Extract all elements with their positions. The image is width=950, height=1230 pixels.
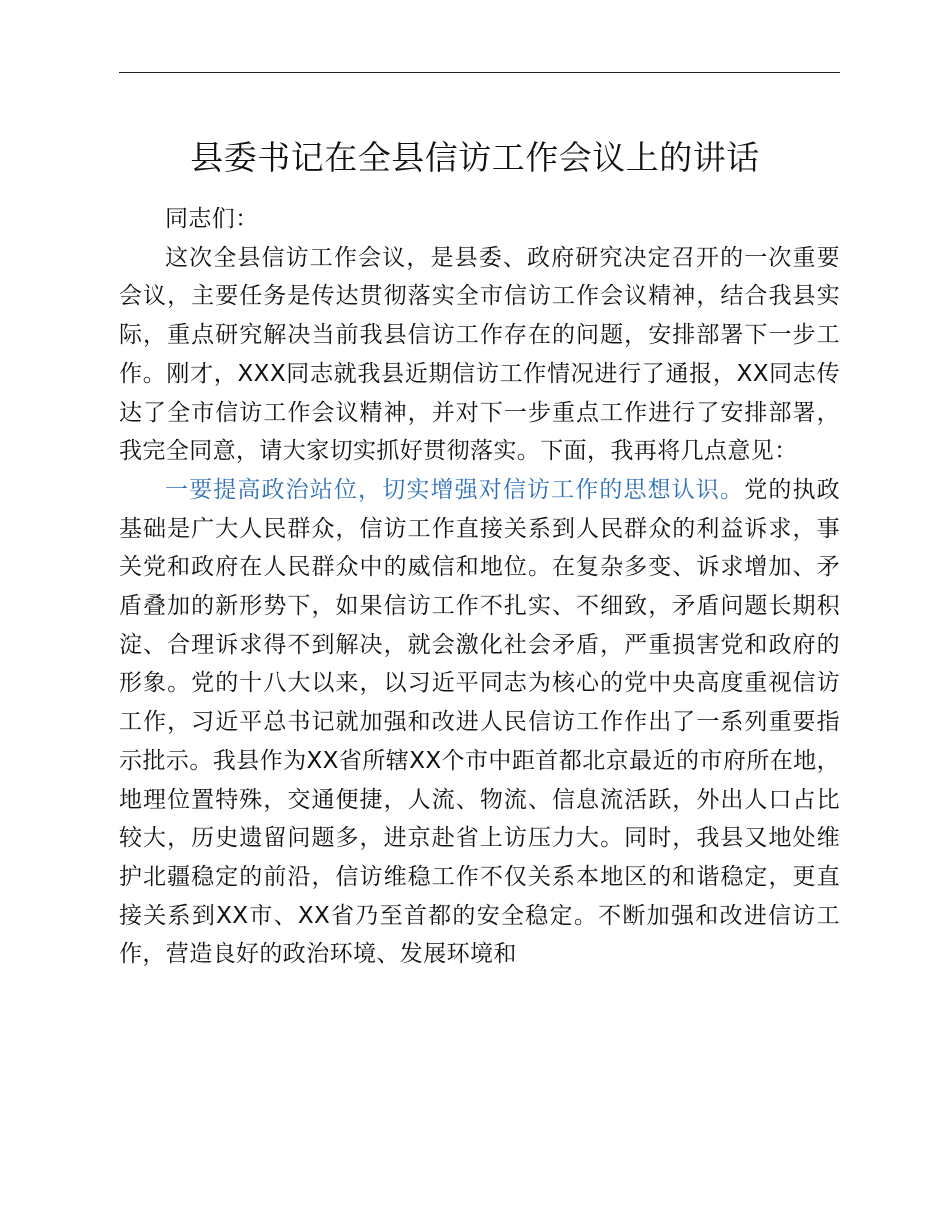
paragraph-intro — [119, 239, 840, 471]
paragraph-text: 这次全县信访工作会议，是县委、政府研究决定召开的一次重要会议，主要任务是传达贯彻落实全市信访工作会议精神，结合我县实际，重点研究解决当前我县信访工作存在的问题，安排部署下一步工作。刚才，XXX同志就我县近期信访工作情况进行了通报，XX同志传达了全市信访工作会议精神，并对下一步重点工作进行了安排部署，我完全同意，请大家切实抓好贯彻落实。下面，我再将几点意见： — [119, 244, 840, 465]
salutation: 同志们： — [165, 206, 259, 232]
document-body — [119, 200, 840, 974]
paragraph-text: 党的执政基础是广大人民群众，信访工作直接关系到人民群众的利益诉求，事关党和政府在人民群众中的威信和地位。在复杂多变、诉求增加、矛盾叠加的新形势下，如果信访工作不扎实、不细致，矛盾问题长期积淀、合理诉求得不到解决，就会激化社会矛盾，严重损害党和政府的形象。党的十八大以来，以习近平同志为核心的党中央高度重视信访工作，习近平总书记就加强和改进人民信访工作作出了一系列重要指示批示。我县作为XX省所辖XX个市中距首都北京最近的市府所在地，地理位置特殊，交通便捷，人流、物流、信息流活跃，外出人口占比较大，历史遗留问题多，进京赴省上访压力大。同时，我县又地处维护北疆稳定的前沿，信访维稳工作不仅关系本地区的和谐稳定，更直接关系到XX市、XX省乃至首都的安全稳定。不断加强和改进信访工作，营造良好的政治环境、发展环境和 — [119, 476, 840, 968]
paragraph-section-1 — [119, 471, 840, 974]
page-title: 县委书记在全县信访工作会议上的讲话 — [190, 138, 760, 177]
section-heading: 一要提高政治站位，切实增强对信访工作的思想认识。 — [165, 476, 745, 503]
header-rule — [119, 72, 840, 73]
